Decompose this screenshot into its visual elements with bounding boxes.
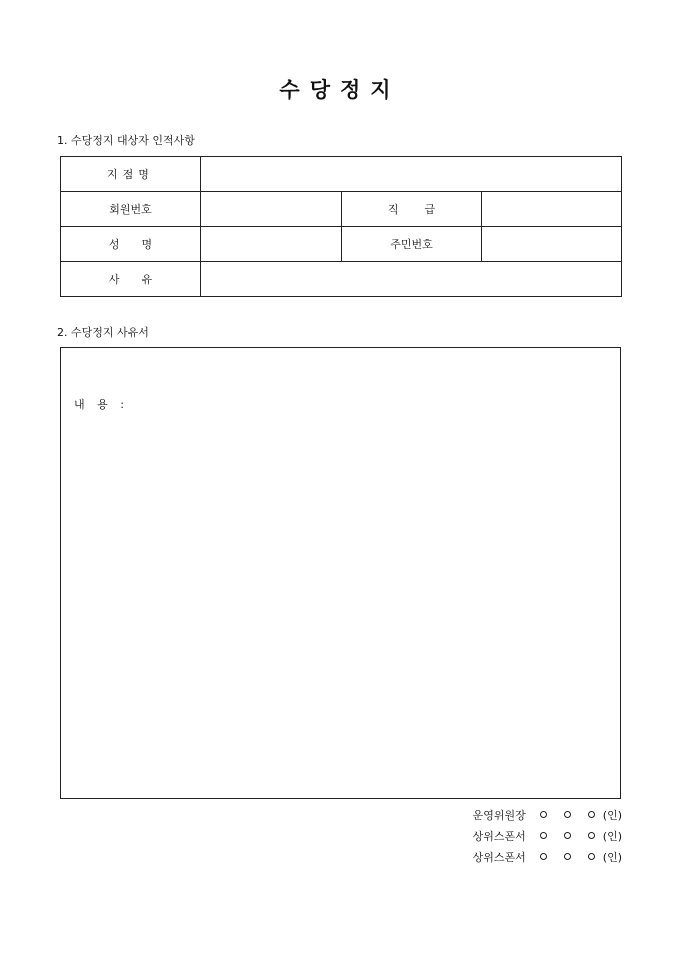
seal-mark: (인) bbox=[602, 850, 622, 864]
resident-no-field[interactable] bbox=[482, 227, 622, 262]
seal-mark: (인) bbox=[602, 829, 622, 843]
circle-icon bbox=[588, 811, 595, 818]
section-1-title: 1. 수당정지 대상자 인적사항 bbox=[57, 134, 195, 147]
reason-label: 사유 bbox=[61, 262, 201, 297]
table-row-reason bbox=[61, 262, 622, 297]
circle-icon bbox=[564, 832, 571, 839]
signature-block bbox=[422, 804, 622, 867]
signature-row bbox=[422, 825, 622, 846]
name-label: 성명 bbox=[61, 227, 201, 262]
signature-title: 운영위원장 bbox=[472, 808, 526, 822]
name-field[interactable] bbox=[201, 227, 342, 262]
circle-icon bbox=[588, 832, 595, 839]
signature-row bbox=[422, 804, 622, 825]
table-row-name bbox=[61, 227, 622, 262]
branch-field[interactable] bbox=[201, 157, 622, 192]
signature-row bbox=[422, 846, 622, 867]
reason-statement-box[interactable] bbox=[60, 347, 621, 799]
member-no-field[interactable] bbox=[201, 192, 342, 227]
circle-icon bbox=[540, 853, 547, 860]
content-label: 내 용 : bbox=[74, 398, 124, 411]
section-2-title: 2. 수당정지 사유서 bbox=[57, 326, 149, 339]
document-title: 수당정지 bbox=[279, 77, 401, 102]
table-row-branch bbox=[61, 157, 622, 192]
member-no-label: 회원번호 bbox=[61, 192, 201, 227]
resident-no-label: 주민번호 bbox=[342, 227, 482, 262]
circle-icon bbox=[540, 811, 547, 818]
circle-icon bbox=[564, 853, 571, 860]
signature-title: 상위스폰서 bbox=[472, 850, 526, 864]
personal-info-table bbox=[60, 156, 622, 297]
circle-icon bbox=[564, 811, 571, 818]
table-row-member bbox=[61, 192, 622, 227]
circle-icon bbox=[588, 853, 595, 860]
rank-label: 직급 bbox=[342, 192, 482, 227]
reason-field[interactable] bbox=[201, 262, 622, 297]
branch-label: 지점명 bbox=[61, 157, 201, 192]
seal-mark: (인) bbox=[602, 808, 622, 822]
signature-title: 상위스폰서 bbox=[472, 829, 526, 843]
circle-icon bbox=[540, 832, 547, 839]
rank-field[interactable] bbox=[482, 192, 622, 227]
